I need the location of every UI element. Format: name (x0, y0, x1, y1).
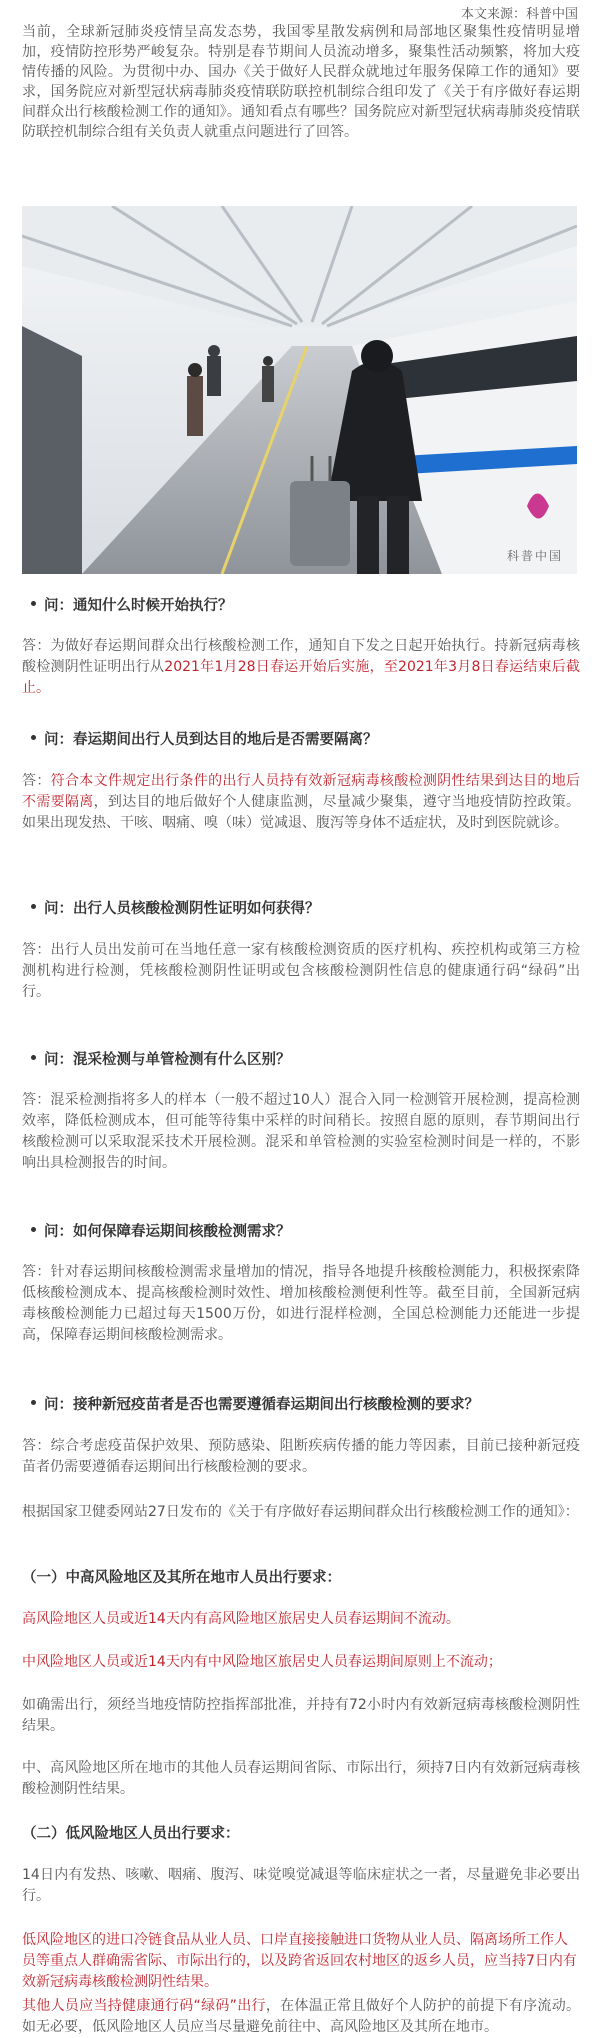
answer-2-highlight: 符合本文件规定出行条件的出行人员持有效新冠病毒核酸检测阴性结果到达目的地后不需要隔离 (22, 773, 581, 810)
question-2: 问：春运期间出行人员到达目的地后是否需要隔离？ (44, 728, 378, 749)
article-intro: 当前，全球新冠肺炎疫情呈高发态势，我国零星散发病例和局部地区聚集性疫情明显增加，疫情防控形势严峻复杂。特别是春节期间人员流动增多，聚集性活动频繁，将加大疫情传播的风险。为贯彻中办、国办《关于做好人民群众就地过年服务保障工作的通知》要求，国务院应对新型冠状病毒肺炎疫情联防联控机制综合组印发了《关于有序做好春运期间群众出行核酸检测工作的通知》。通知看点有哪些？国务院应对新型冠状病毒肺炎疫情联防联控机制综合组有关负责人就重点问题进行了回答。 (22, 24, 580, 140)
section-1-title: （一）中高风险地区及其所在地市人员出行要求： (22, 1570, 341, 1586)
answer-6: 答：综合考虑疫苗保护效果、预防感染、阻断疾病传播的能力等因素，目前已接种新冠疫苗者仍需要遵循春运期间出行核酸检测的要求。 (22, 1438, 580, 1475)
answer-2-text: ，到达目的地后做好个人健康监测，尽量减少聚集，遵守当地疫情防控政策。如果出现发热、干咳、咽痛、嗅（味）觉减退、腹泻等身体不适症状，及时到医院就诊。 (22, 794, 581, 831)
answer-1-text: 答：为做好春运期间群众出行核酸检测工作，通知自下发之日起开始执行。持新冠病毒核酸检测阴性证明出行从 (22, 638, 580, 675)
section-2-title: （二）低风险地区人员出行要求： (22, 1826, 240, 1842)
section-1-red-1: 高风险地区人员或近14天内有高风险地区旅居史人员春运期间不流动。 (22, 1611, 460, 1627)
photo-illustration (22, 206, 577, 574)
notice-intro: 根据国家卫健委网站27日发布的《关于有序做好春运期间群众出行核酸检测工作的通知》： (22, 1504, 579, 1520)
section-2-paragraph-1: 14日内有发热、咳嗽、咽痛、腹泻、味觉嗅觉减退等临床症状之一者，尽量避免非必要出行。 (22, 1867, 580, 1904)
section-2-red-1: 低风险地区的进口冷链食品从业人员、口岸直接接触进口货物从业人员、隔离场所工作人员等重点人群确需省际、市际出行的，以及跨省返回农村地区的返乡人员，应当持7日内有效新冠病毒核酸检测阴性结果。 (22, 1932, 577, 1990)
section-2-last-highlight: 其他人员应当持健康通行码“绿码”出行 (22, 1998, 266, 2014)
section-1-paragraph-2: 中、高风险地区所在地市的其他人员春运期间省际、市际出行，须持7日内有效新冠病毒核酸检测阴性结果。 (22, 1760, 580, 1797)
photo-watermark: 科普中国 (506, 549, 563, 563)
answer-5: 答：针对春运期间核酸检测需求量增加的情况，指导各地提升核酸检测能力，积极探索降低核酸检测成本、提高核酸检测时效性、增加核酸检测便利性等。截至目前，全国新冠病毒核酸检测能力已超过每天1500万份，如进行混样检测，全国总检测能力还能进一步提高，保障春运期间核酸检测需求。 (22, 1264, 580, 1343)
section-2-last-text: ，在体温正常且做好个人防护的前提下有序流动。如无必要，低风险地区人员应当尽量避免前往中、高风险地区及其所在地市。 (22, 1998, 580, 2035)
question-6: 问：接种新冠疫苗者是否也需要遵循春运期间出行核酸检测的要求？ (44, 1393, 479, 1414)
section-2-last-paragraph (22, 1996, 580, 2038)
question-1: 问：通知什么时候开始执行？ (44, 594, 233, 615)
question-5: 问：如何保障春运期间核酸检测需求？ (44, 1220, 291, 1241)
answer-2 (22, 771, 580, 834)
answer-4: 答：混采检测指将多人的样本（一般不超过10人）混合入同一检测管开展检测，提高检测效率，降低检测成本，但可能等待集中采样的时间稍长。按照自愿的原则，春节期间出行核酸检测可以采取混采技术开展检测。混采和单管检测的实验室检测时间是一样的，不影响出具检测报告的时间。 (22, 1092, 580, 1171)
answer-3: 答：出行人员出发前可在当地任意一家有核酸检测资质的医疗机构、疾控机构或第三方检测机构进行检测，凭核酸检测阴性证明或包含核酸检测阴性信息的健康通行码“绿码”出行。 (22, 942, 580, 1000)
answer-1-highlight: 2021年1月28日春运开始后实施，至2021年3月8日春运结束后截止。 (22, 659, 580, 696)
train-station-photo (22, 206, 577, 574)
question-4: 问：混采检测与单管检测有什么区别？ (44, 1048, 291, 1069)
section-1-red-2: 中风险地区人员或近14天内有中风险地区旅居史人员春运期间原则上不流动； (22, 1654, 502, 1670)
answer-1 (22, 636, 580, 699)
section-1-paragraph-1: 如确需出行，须经当地疫情防控指挥部批准，并持有72小时内有效新冠病毒核酸检测阴性结果。 (22, 1697, 580, 1734)
question-3: 问：出行人员核酸检测阴性证明如何获得？ (44, 897, 320, 918)
article-source: 本文来源：科普中国 (460, 7, 578, 22)
answer-2-prefix: 答： (22, 773, 51, 789)
